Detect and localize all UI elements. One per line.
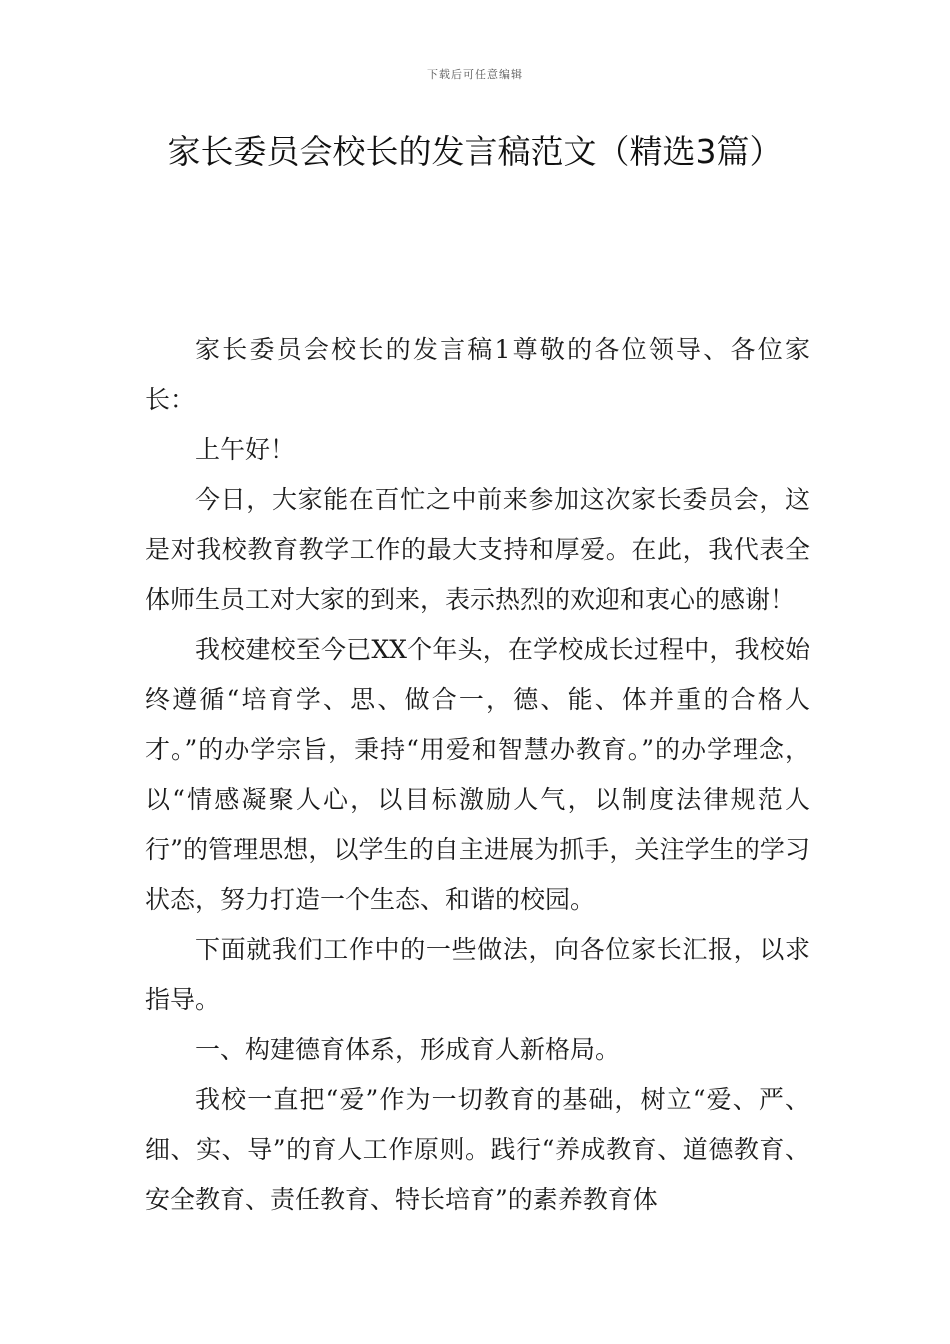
paragraph-report-intro: 下面就我们工作中的一些做法，向各位家长汇报，以求指导。 — [145, 935, 810, 1014]
paragraph-moral-education: 我校一直把“爱”作为一切教育的基础，树立“爱、严、细、实、导”的育人工作原则。践行“养成教育、道德教育、安全教育、责任教育、特长培育”的素养教育体 — [145, 1085, 810, 1214]
document-title: 家长委员会校长的发言稿范文（精选3篇） — [167, 132, 783, 171]
paragraph-greeting: 上午好！ — [195, 435, 296, 464]
paragraph-school-philosophy: 我校建校至今已XX个年头，在学校成长过程中，我校始终遵循“培育学、思、做合一，德、能、体并重的合格人才。”的办学宗旨，秉持“用爱和智慧办教育。”的办学理念，以“情感凝聚人心，以目标激励人气，以制度法律规范人行”的管理思想，以学生的自主进展为抓手，关注学生的学习状态，努力打造一个生态、和谐的校园。 — [145, 635, 810, 914]
paragraph-welcome: 今日，大家能在百忙之中前来参加这次家长委员会，这是对我校教育教学工作的最大支持和厚爱。在此，我代表全体师生员工对大家的到来，表示热烈的欢迎和衷心的感谢！ — [145, 485, 810, 614]
paragraph-section-heading: 一、构建德育体系，形成育人新格局。 — [195, 1035, 621, 1064]
paragraph-opening: 家长委员会校长的发言稿1尊敬的各位领导、各位家长： — [145, 335, 810, 414]
header-note: 下载后可任意编辑 — [427, 68, 523, 81]
document-body — [145, 325, 810, 1225]
